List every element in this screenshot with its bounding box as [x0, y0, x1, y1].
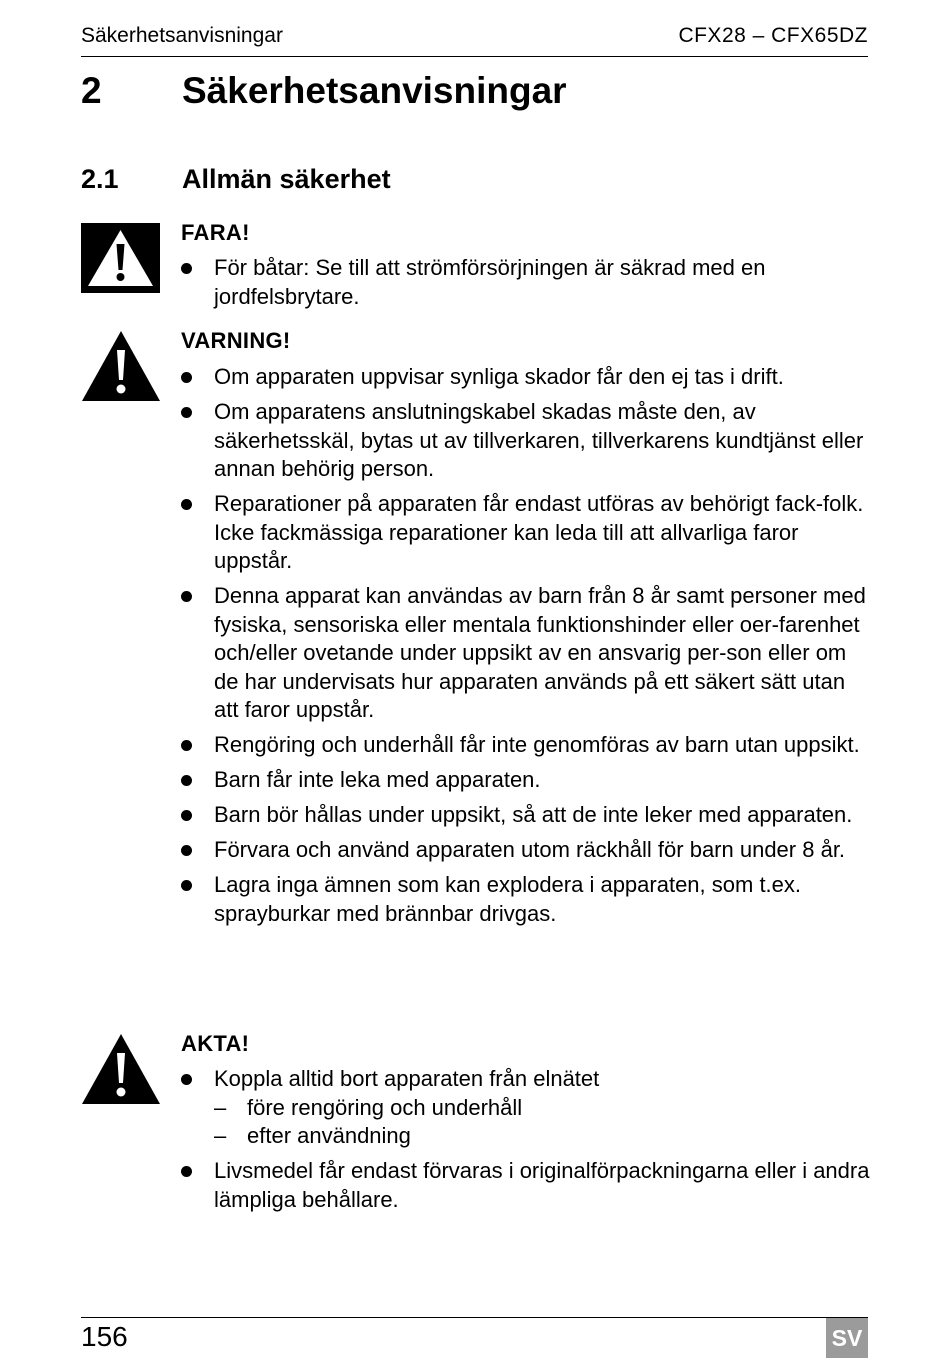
sub-list-item-text: efter användning — [247, 1123, 411, 1148]
list-item-text: Om apparatens anslutningskabel skadas måste den, av säkerhetsskäl, bytas ut av tillverkaren, tillverkarens kundtjänst eller annan behörig person. — [214, 399, 864, 481]
section-number: 2.1 — [81, 164, 119, 194]
page-number: 156 — [81, 1321, 128, 1352]
list-item — [181, 801, 871, 830]
list-item-text: Rengöring och underhåll får inte genomföras av barn utan uppsikt. — [214, 732, 860, 757]
bullet-icon — [181, 880, 192, 891]
varning-list — [181, 363, 871, 935]
list-item — [181, 836, 871, 865]
bullet-icon — [181, 263, 192, 274]
danger-warning-icon — [81, 223, 160, 293]
sub-list-item — [214, 1094, 871, 1123]
chapter-number: 2 — [81, 70, 102, 111]
list-item — [181, 490, 871, 576]
bullet-icon — [181, 499, 192, 510]
list-item-text: Lagra inga ämnen som kan explodera i apparaten, som t.ex. sprayburkar med brännbar drivgas. — [214, 872, 802, 926]
language-badge: SV — [826, 1318, 868, 1358]
header-model-range: CFX28 – CFX65DZ — [678, 24, 868, 47]
list-item-text: Reparationer på apparaten får endast utföras av behörigt fack-folk. Icke fackmässiga reparationer kan leda till att allvarliga faror uppstår. — [214, 491, 864, 573]
list-item-text: Om apparaten uppvisar synliga skador får den ej tas i drift. — [214, 364, 784, 389]
sub-list — [214, 1094, 871, 1151]
dash-icon: – — [214, 1123, 227, 1148]
section-title: Allmän säkerhet — [182, 164, 391, 194]
akta-label: AKTA! — [181, 1031, 250, 1056]
list-item-text: Denna apparat kan användas av barn från 8 år samt personer med fysiska, sensoriska eller mentala funktionshinder eller oer-farenhet och/eller ovetande under uppsikt av en ansvarig per-son eller om de har undervisats hur apparaten används på ett säkert sätt utan att faror uppstår. — [214, 583, 866, 722]
fara-list — [181, 254, 871, 318]
bullet-icon — [181, 591, 192, 602]
list-item-text: För båtar: Se till att strömförsörjningen är säkrad med en jordfelsbrytare. — [214, 255, 766, 309]
list-item — [181, 1065, 871, 1151]
sub-list-item-text: före rengöring och underhåll — [247, 1094, 523, 1120]
bullet-icon — [181, 1074, 192, 1085]
list-item — [181, 731, 871, 760]
list-item — [181, 254, 871, 311]
list-item-text: Barn bör hållas under uppsikt, så att de inte leker med apparaten. — [214, 802, 853, 827]
warning-triangle-icon — [81, 330, 161, 402]
bullet-icon — [181, 775, 192, 786]
bullet-icon — [181, 372, 192, 383]
list-item-text: Koppla alltid bort apparaten från elnätet — [214, 1066, 600, 1091]
varning-label: VARNING! — [181, 328, 291, 353]
dash-icon: – — [214, 1094, 227, 1120]
header-section-title: Säkerhetsanvisningar — [81, 24, 283, 47]
bullet-icon — [181, 740, 192, 751]
list-item — [181, 582, 871, 725]
caution-triangle-icon — [81, 1033, 161, 1105]
list-item — [181, 871, 871, 928]
sub-list-item — [214, 1122, 871, 1151]
bullet-icon — [181, 845, 192, 856]
list-item — [181, 766, 871, 795]
list-item — [181, 1157, 871, 1214]
list-item-text: Förvara och använd apparaten utom räckhåll för barn under 8 år. — [214, 837, 846, 862]
chapter-title: Säkerhetsanvisningar — [182, 70, 567, 111]
akta-list — [181, 1065, 871, 1221]
bullet-icon — [181, 1166, 192, 1177]
list-item-text: Barn får inte leka med apparaten. — [214, 767, 541, 792]
fara-label: FARA! — [181, 220, 250, 245]
bullet-icon — [181, 407, 192, 418]
list-item — [181, 398, 871, 484]
list-item — [181, 363, 871, 392]
list-item-text: Livsmedel får endast förvaras i originalförpackningarna eller i andra lämpliga behållare. — [214, 1158, 870, 1212]
page-header — [81, 24, 868, 57]
bullet-icon — [181, 810, 192, 821]
footer-divider — [81, 1317, 868, 1318]
